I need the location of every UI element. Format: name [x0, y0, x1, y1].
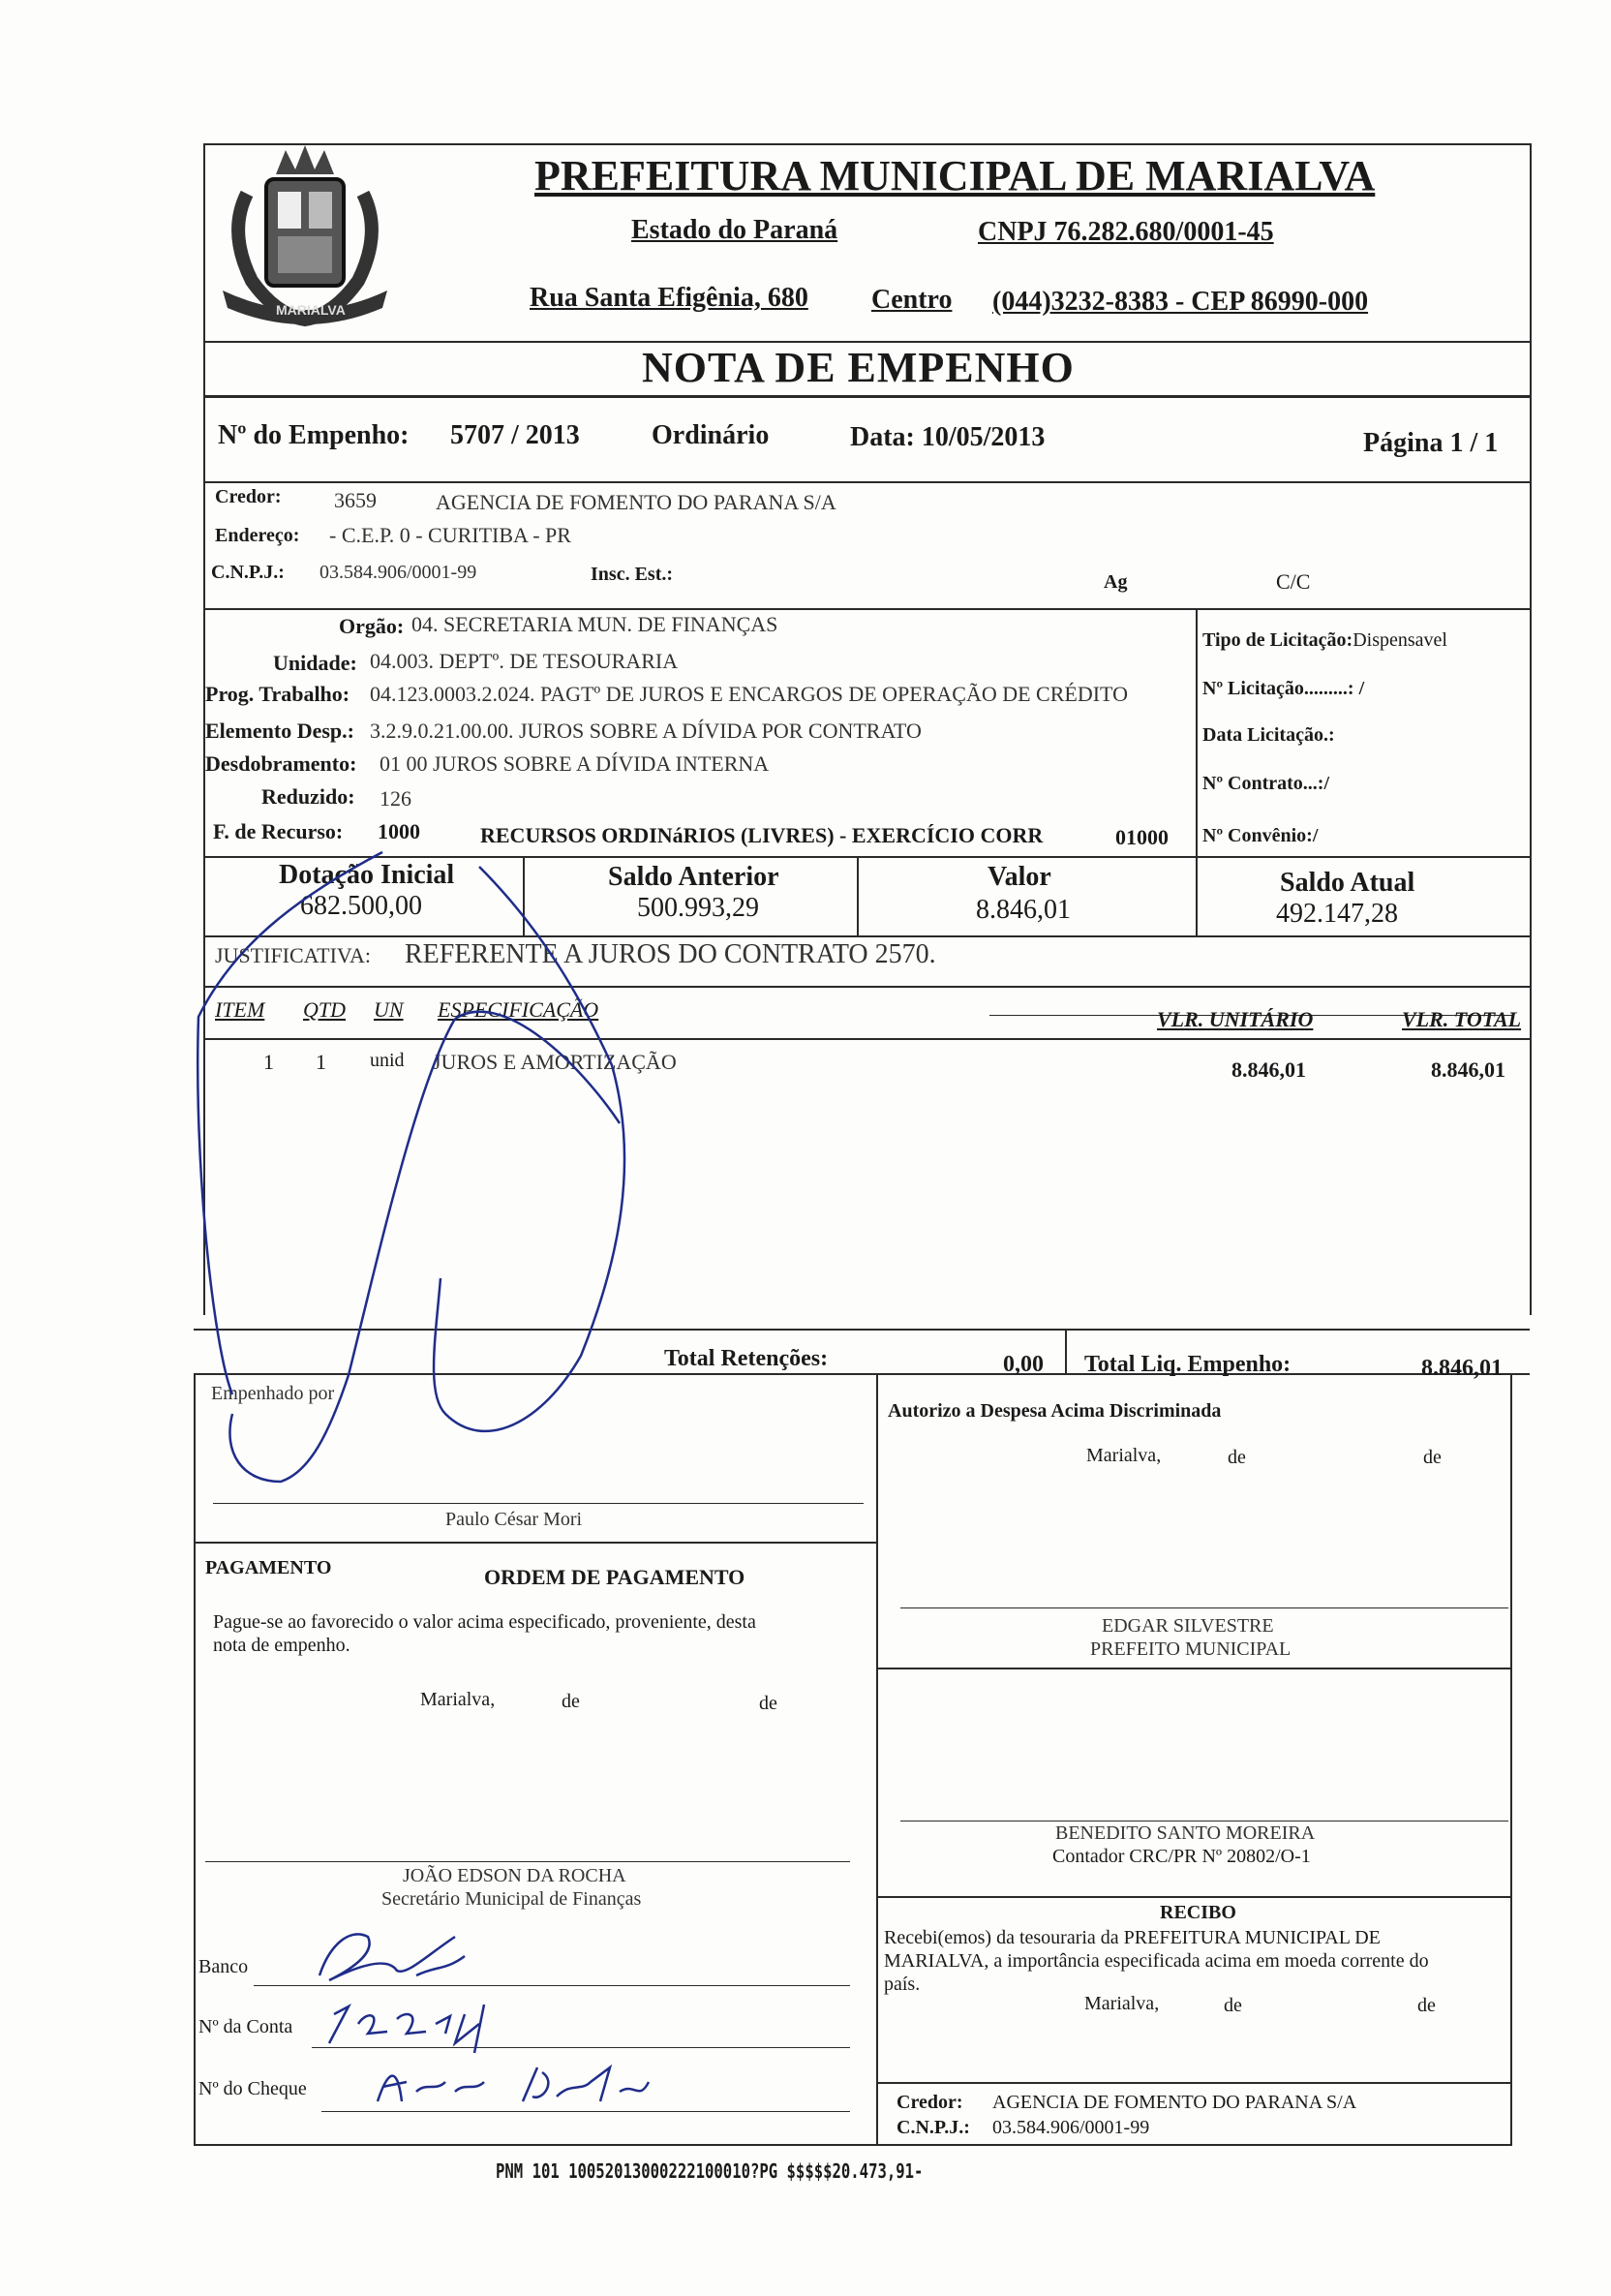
total-liquido-label: Total Liq. Empenho: [1084, 1352, 1292, 1377]
phone-and-cep: (044)3232-8383 - CEP 86990-000 [992, 287, 1369, 317]
orgao-label: Orgão: [339, 614, 405, 638]
street-address: Rua Santa Efigênia, 680 [530, 283, 808, 313]
district: Centro [871, 285, 953, 315]
recibo-de-1: de [1224, 1995, 1242, 2016]
autorizo-label: Autorizo a Despesa Acima Discriminada [888, 1400, 1222, 1422]
row-un: unid [370, 1050, 405, 1071]
recibo-de-2: de [1417, 1995, 1436, 2016]
convenio-number: Nº Convênio:/ [1202, 825, 1319, 846]
credor-address: - C.E.P. 0 - CURITIBA - PR [329, 523, 571, 547]
pagamento-de-1: de [562, 1691, 580, 1712]
secretario-name: JOÃO EDSON DA ROCHA [403, 1865, 626, 1886]
saldo-atual-value: 492.147,28 [1276, 899, 1398, 929]
empenhado-por-name: Paulo César Mori [445, 1509, 583, 1530]
recibo-text-line2: MARIALVA, a importância especificada acima em moeda corrente do [884, 1950, 1429, 1972]
recibo-place: Marialva, [1084, 1993, 1160, 2014]
credor-name: AGENCIA DE FOMENTO DO PARANA S/A [436, 490, 836, 514]
credor-cnpj: 03.584.906/0001-99 [319, 562, 477, 583]
col-especificacao-header: ESPECIFICAÇÃO [438, 997, 599, 1022]
credor-label: Credor: [215, 486, 282, 507]
prog-trabalho-value: 04.123.0003.2.024. PAGTº DE JUROS E ENCARGOS DE OPERAÇÃO DE CRÉDITO [370, 682, 1128, 706]
recibo-label: RECIBO [1160, 1902, 1236, 1923]
desdobramento-value: 01 00 JUROS SOBRE A DÍVIDA INTERNA [380, 751, 770, 776]
pagamento-de-2: de [759, 1693, 777, 1714]
orgao-value: 04. SECRETARIA MUN. DE FINANÇAS [411, 612, 778, 636]
pagamento-place: Marialva, [420, 1689, 496, 1710]
row-especificacao: JUROS E AMORTIZAÇÃO [433, 1050, 677, 1074]
empenhado-por-label: Empenhado por [211, 1383, 335, 1404]
valor-label: Valor [988, 862, 1051, 892]
recibo-text-line3: país. [884, 1974, 921, 1995]
secretario-title: Secretário Municipal de Finanças [381, 1888, 642, 1910]
pagamento-text-line1: Pague-se ao favorecido o valor acima especificado, proveniente, desta [213, 1611, 756, 1633]
col-qtd-header: QTD [303, 997, 347, 1022]
insc-est-label: Insc. Est.: [591, 564, 674, 585]
contrato-number: Nº Contrato...:/ [1202, 773, 1330, 794]
prefeito-name: EDGAR SILVESTRE [1102, 1615, 1274, 1637]
marialva-coat-of-arms-logo [208, 136, 402, 334]
banco-signature-icon [319, 1934, 465, 1980]
contador-title: Contador CRC/PR Nº 20802/O-1 [1052, 1846, 1311, 1867]
credor-cnpj-label: C.N.P.J.: [211, 562, 285, 583]
elemento-value: 3.2.9.0.21.00.00. JUROS SOBRE A DÍVIDA POR CONTRATO [370, 719, 922, 743]
elemento-label: Elemento Desp.: [205, 719, 354, 743]
agency-label: Ag [1104, 571, 1128, 593]
ordem-pagamento-label: ORDEM DE PAGAMENTO [484, 1565, 745, 1589]
pagamento-text-line2: nota de empenho. [213, 1635, 350, 1656]
page-indicator: Página 1 / 1 [1363, 428, 1499, 458]
licitacao-tipo-value: Dispensavel [1353, 629, 1447, 651]
retencoes-value: 0,00 [1003, 1352, 1044, 1377]
row-total-value: 8.846,01 [1431, 1057, 1505, 1082]
document-title: NOTA DE EMPENHO [642, 344, 1075, 391]
state-name: Estado do Paraná [631, 215, 838, 245]
empenho-number: 5707 / 2013 [450, 420, 580, 450]
licitacao-tipo [1202, 629, 1447, 652]
prefeito-title: PREFEITO MUNICIPAL [1090, 1638, 1292, 1660]
banco-label: Banco [198, 1956, 249, 1977]
unidade-label: Unidade: [273, 651, 357, 675]
col-total-value-header: VLR. TOTAL [1402, 1007, 1522, 1031]
justificativa-label: JUSTIFICATIVA: [215, 943, 371, 967]
valor-value: 8.846,01 [976, 895, 1071, 925]
cheque-handwriting-icon [378, 2067, 649, 2101]
desdobramento-label: Desdobramento: [205, 751, 357, 776]
svg-text:MARIALVA: MARIALVA [276, 302, 346, 318]
dotacao-inicial-label: Dotação Inicial [279, 860, 455, 890]
col-unit-value-header: VLR. UNITÁRIO [1157, 1007, 1314, 1031]
row-item: 1 [263, 1050, 274, 1074]
recibo-cnpj-label: C.N.P.J.: [897, 2117, 970, 2138]
recurso-label: F. de Recurso: [213, 819, 344, 843]
cheque-label: Nº do Cheque [198, 2078, 307, 2099]
col-item-header: ITEM [215, 997, 265, 1022]
saldo-atual-label: Saldo Atual [1280, 868, 1415, 898]
row-unit-value: 8.846,01 [1231, 1057, 1306, 1082]
pagamento-label: PAGAMENTO [205, 1557, 332, 1578]
licitacao-date: Data Licitação.: [1202, 724, 1335, 746]
licitacao-tipo-label: Tipo de Licitação: [1202, 629, 1353, 651]
justificativa-text: REFERENTE A JUROS DO CONTRATO 2570. [405, 939, 936, 969]
autorizo-place: Marialva, [1086, 1445, 1162, 1466]
municipality-cnpj: CNPJ 76.282.680/0001-45 [978, 217, 1274, 247]
municipality-title: PREFEITURA MUNICIPAL DE MARIALVA [534, 152, 1376, 199]
empenho-type: Ordinário [652, 420, 770, 450]
licitacao-number: Nº Licitação.........: / [1202, 678, 1365, 699]
recurso-code: 1000 [378, 819, 420, 843]
footer-control-code: PNM 101 10052013000222100010?PG $$$$$20.473,91- [496, 2159, 924, 2183]
empenho-date: Data: 10/05/2013 [850, 422, 1046, 452]
credor-code: 3659 [334, 488, 377, 512]
autorizo-de-2: de [1423, 1447, 1442, 1468]
autorizo-de-1: de [1228, 1447, 1246, 1468]
reduzido-label: Reduzido: [261, 784, 355, 809]
account-label: C/C [1276, 569, 1311, 594]
col-un-header: UN [374, 997, 404, 1022]
conta-label: Nº da Conta [198, 2016, 293, 2037]
dotacao-inicial-value: 682.500,00 [300, 891, 422, 921]
recurso-description: RECURSOS ORDINáRIOS (LIVRES) - EXERCÍCIO CORR [480, 823, 1044, 847]
reduzido-value: 126 [380, 786, 411, 811]
recibo-cnpj: 03.584.906/0001-99 [992, 2117, 1150, 2138]
recurso-number: 01000 [1115, 825, 1169, 849]
retencoes-label: Total Retenções: [664, 1346, 829, 1371]
recibo-credor-label: Credor: [897, 2092, 963, 2113]
recibo-credor-name: AGENCIA DE FOMENTO DO PARANA S/A [992, 2092, 1357, 2113]
prog-trabalho-label: Prog. Trabalho: [205, 682, 350, 706]
saldo-anterior-label: Saldo Anterior [608, 862, 779, 892]
total-liquido-value: 8.846,01 [1421, 1356, 1503, 1381]
unidade-value: 04.003. DEPTº. DE TESOURARIA [370, 649, 679, 673]
saldo-anterior-value: 500.993,29 [637, 893, 759, 923]
conta-handwriting-icon [329, 2005, 484, 2053]
recibo-text-line1: Recebi(emos) da tesouraria da PREFEITURA MUNICIPAL DE [884, 1927, 1381, 1948]
address-label: Endereço: [215, 525, 300, 546]
row-qtd: 1 [316, 1050, 326, 1074]
empenho-number-label: Nº do Empenho: [218, 420, 410, 450]
contador-name: BENEDITO SANTO MOREIRA [1055, 1822, 1316, 1844]
